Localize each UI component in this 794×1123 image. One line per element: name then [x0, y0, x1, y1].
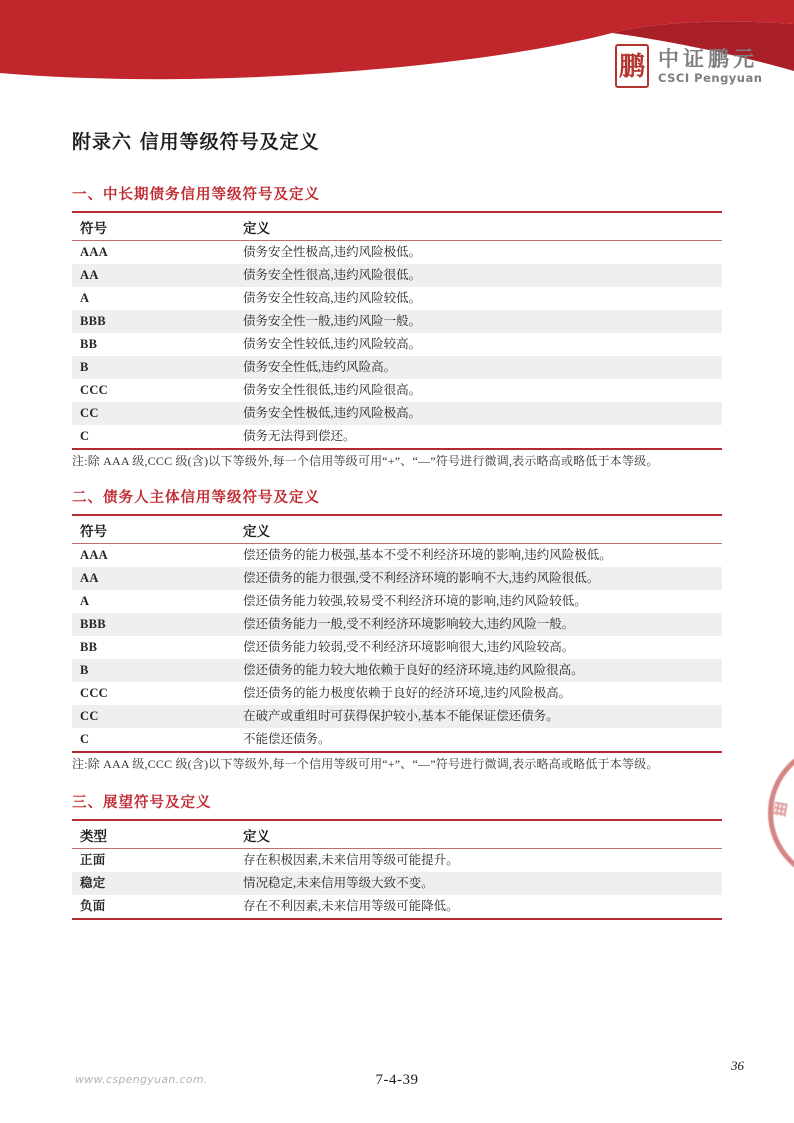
definition-cell: 偿还债务的能力极度依赖于良好的经济环境,违约风险极高。: [243, 686, 572, 700]
section-2: [72, 486, 722, 772]
table-row: [72, 705, 722, 728]
logo-name-cn: 中证鹏元: [658, 47, 758, 71]
table-row: [72, 659, 722, 682]
table-row: [72, 544, 722, 568]
symbol-cell: CCC: [80, 383, 108, 397]
definition-cell: 不能偿还债务。: [243, 732, 331, 746]
logo-name-en: CSCI Pengyuan: [658, 71, 763, 85]
definition-cell: 在破产或重组时可获得保护较小,基本不能保证偿还债务。: [243, 709, 559, 723]
symbol-cell: AA: [80, 268, 99, 282]
table-note: 注:除 AAA 级,CCC 级(含)以下等级外,每一个信用等级可用“+”、“—”符号进行微调,表示略高或略低于本等级。: [72, 757, 659, 771]
table-row: [72, 333, 722, 356]
symbol-cell: BBB: [80, 617, 106, 631]
symbol-cell: BB: [80, 337, 98, 351]
definition-cell: 偿还债务的能力很强,受不利经济环境的影响不大,违约风险很低。: [243, 571, 600, 585]
column-header: 定义: [235, 212, 722, 241]
table-row: [72, 402, 722, 425]
table-row: [72, 728, 722, 752]
table-row: [72, 287, 722, 310]
definition-cell: 债务安全性较低,违约风险较高。: [243, 337, 422, 351]
footer-page-number: 36: [731, 1058, 744, 1073]
definition-cell: 偿还债务的能力极强,基本不受不利经济环境的影响,违约风险极低。: [243, 548, 612, 562]
table-row: [72, 872, 722, 895]
definition-cell: 偿还债务能力较弱,受不利经济环境影响很大,违约风险较高。: [243, 640, 575, 654]
table-row: [72, 310, 722, 333]
definition-cell: 债务安全性极低,违约风险极高。: [243, 406, 422, 420]
table-header-row: [72, 212, 722, 241]
symbol-cell: B: [80, 360, 89, 374]
definition-cell: 偿还债务能力一般,受不利经济环境影响较大,违约风险一般。: [243, 617, 575, 631]
table-row: [72, 379, 722, 402]
definition-cell: 存在积极因素,未来信用等级可能提升。: [243, 853, 459, 867]
symbol-cell: AAA: [80, 245, 108, 259]
logo-seal-icon: 鹏: [615, 44, 649, 88]
symbol-cell: C: [80, 429, 90, 443]
footer-doc-page: 7-4-39: [375, 1072, 419, 1088]
table-row: [72, 264, 722, 287]
footer-website: www.cspengyuan.com.: [75, 1073, 208, 1086]
symbol-cell: A: [80, 291, 90, 305]
table-row: [72, 356, 722, 379]
symbol-cell: C: [80, 732, 90, 746]
table-row: [72, 636, 722, 659]
table-row: [72, 682, 722, 705]
symbol-cell: AAA: [80, 548, 108, 562]
table-header-row: [72, 820, 722, 849]
definition-cell: 债务安全性极高,违约风险极低。: [243, 245, 422, 259]
symbol-cell: CC: [80, 709, 99, 723]
table-row: [72, 241, 722, 265]
column-header: 定义: [235, 820, 722, 849]
column-header: 符号: [72, 212, 235, 241]
symbol-cell: 稳定: [80, 876, 106, 890]
table-row: [72, 425, 722, 449]
symbol-cell: AA: [80, 571, 99, 585]
rating-table: [72, 211, 722, 450]
table-header-row: [72, 515, 722, 544]
symbol-cell: CCC: [80, 686, 108, 700]
section-heading: 一、中长期债务信用等级符号及定义: [72, 187, 320, 203]
symbol-cell: B: [80, 663, 89, 677]
definition-cell: 债务安全性较高,违约风险较低。: [243, 291, 422, 305]
definition-cell: 偿还债务的能力较大地依赖于良好的经济环境,违约风险很高。: [243, 663, 584, 677]
table-row: [72, 567, 722, 590]
symbol-cell: BBB: [80, 314, 106, 328]
rating-table: [72, 819, 722, 920]
symbol-cell: A: [80, 594, 90, 608]
table-row: [72, 590, 722, 613]
definition-cell: 情况稳定,未来信用等级大致不变。: [243, 876, 434, 890]
section-heading: 二、债务人主体信用等级符号及定义: [72, 490, 320, 506]
column-header: 符号: [72, 515, 235, 544]
table-row: [72, 895, 722, 919]
table-note: 注:除 AAA 级,CCC 级(含)以下等级外,每一个信用等级可用“+”、“—”符号进行微调,表示略高或略低于本等级。: [72, 454, 659, 468]
symbol-cell: CC: [80, 406, 99, 420]
symbol-cell: 负面: [80, 899, 106, 913]
definition-cell: 偿还债务能力较强,较易受不利经济环境的影响,违约风险较低。: [243, 594, 587, 608]
column-header: 类型: [72, 820, 235, 849]
definition-cell: 债务安全性低,违约风险高。: [243, 360, 397, 374]
section-heading: 三、展望符号及定义: [72, 795, 212, 811]
definition-cell: 债务无法得到偿还。: [243, 429, 356, 443]
table-row: [72, 849, 722, 873]
definition-cell: 债务安全性一般,违约风险一般。: [243, 314, 422, 328]
section-3: [72, 791, 722, 920]
definition-cell: 债务安全性很低,违约风险很高。: [243, 383, 422, 397]
rating-table: [72, 514, 722, 753]
symbol-cell: BB: [80, 640, 98, 654]
page-title: 附录六 信用等级符号及定义: [72, 131, 320, 153]
column-header: 定义: [235, 515, 722, 544]
symbol-cell: 正面: [80, 853, 106, 867]
definition-cell: 债务安全性很高,违约风险很低。: [243, 268, 422, 282]
definition-cell: 存在不利因素,未来信用等级可能降低。: [243, 899, 459, 913]
table-row: [72, 613, 722, 636]
sections: [72, 0, 722, 1123]
section-1: [72, 183, 722, 469]
